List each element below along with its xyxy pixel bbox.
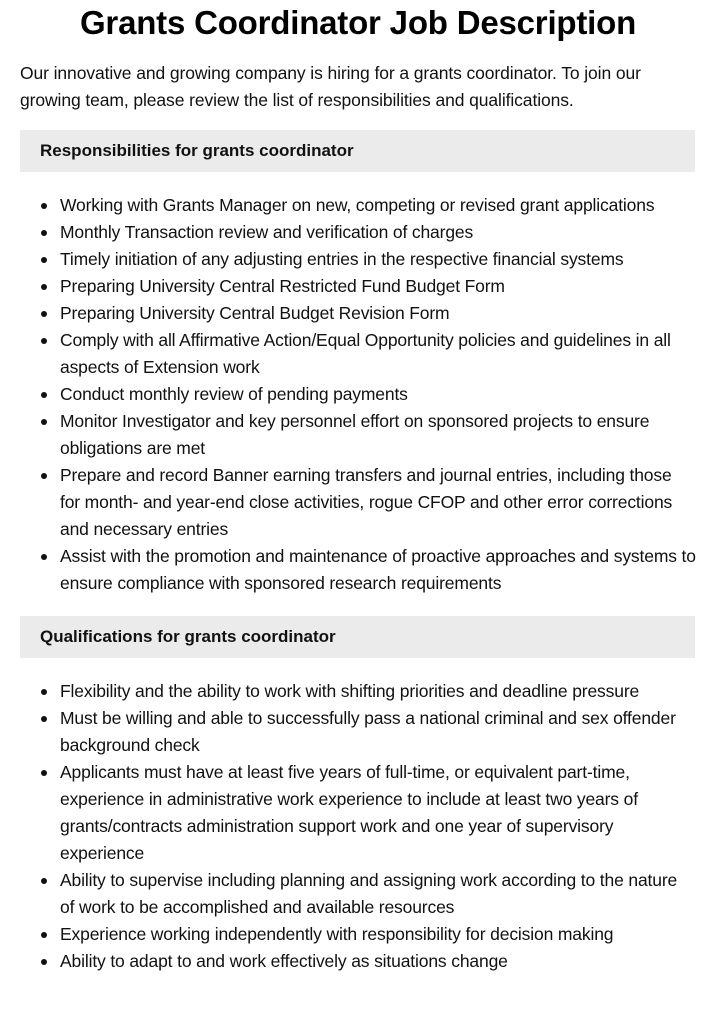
bullet-icon: [41, 419, 47, 425]
qualifications-heading: Qualifications for grants coordinator: [20, 616, 695, 658]
list-item: [20, 543, 696, 597]
list-item-text: Applicants must have at least five years of full-time, or equivalent part-time, experience in administrative work experience to include at least two years of grants/contracts administration support work and one year of supervisory experience: [60, 762, 638, 863]
list-item-text: Must be willing and able to successfully pass a national criminal and sex offender background check: [60, 708, 676, 755]
list-item-text: Monitor Investigator and key personnel effort on sponsored projects to ensure obligations are met: [60, 411, 650, 458]
bullet-icon: [41, 230, 47, 236]
list-item: [20, 219, 696, 246]
list-item: [20, 246, 696, 273]
list-item-text: Ability to supervise including planning and assigning work according to the nature of work to be accomplished and available resources: [60, 870, 678, 917]
list-item-text: Preparing University Central Restricted Fund Budget Form: [60, 276, 505, 296]
bullet-icon: [41, 338, 47, 344]
list-item: [20, 192, 696, 219]
bullet-icon: [41, 716, 47, 722]
responsibilities-heading: Responsibilities for grants coordinator: [20, 130, 695, 172]
list-item: [20, 678, 696, 705]
bullet-icon: [41, 689, 47, 695]
list-item-text: Monthly Transaction review and verification of charges: [60, 222, 474, 242]
list-item: [20, 408, 696, 462]
list-item: [20, 300, 696, 327]
list-item-text: Assist with the promotion and maintenance of proactive approaches and systems to ensure compliance with sponsored research requirements: [60, 546, 696, 593]
list-item-text: Conduct monthly review of pending payments: [60, 384, 408, 404]
list-item-text: Experience working independently with responsibility for decision making: [60, 924, 614, 944]
list-item: [20, 948, 696, 975]
list-item-text: Preparing University Central Budget Revision Form: [60, 303, 450, 323]
list-item: [20, 327, 696, 381]
list-item: [20, 381, 696, 408]
list-item-text: Timely initiation of any adjusting entries in the respective financial systems: [60, 249, 624, 269]
list-item: [20, 867, 696, 921]
responsibilities-list: [20, 192, 696, 597]
list-item-text: Flexibility and the ability to work with shifting priorities and deadline pressure: [60, 681, 640, 701]
list-item-text: Prepare and record Banner earning transfers and journal entries, including those for month- and year-end close activities, rogue CFOP and other error corrections and necessary entries: [60, 465, 673, 539]
list-item-text: Working with Grants Manager on new, competing or revised grant applications: [60, 195, 655, 215]
bullet-icon: [41, 878, 47, 884]
bullet-icon: [41, 392, 47, 398]
page-title: Grants Coordinator Job Description: [79, 4, 637, 41]
bullet-icon: [41, 959, 47, 965]
bullet-icon: [41, 284, 47, 290]
bullet-icon: [41, 203, 47, 209]
bullet-icon: [41, 554, 47, 560]
list-item: [20, 759, 696, 867]
bullet-icon: [41, 473, 47, 479]
bullet-icon: [41, 932, 47, 938]
bullet-icon: [41, 311, 47, 317]
list-item: [20, 462, 696, 543]
list-item-text: Ability to adapt to and work effectively as situations change: [60, 951, 508, 971]
qualifications-list: [20, 678, 696, 975]
intro-paragraph: Our innovative and growing company is hiring for a grants coordinator. To join our growing team, please review the list of responsibilities and qualifications.: [20, 63, 641, 110]
list-item: [20, 921, 696, 948]
list-item: [20, 273, 696, 300]
list-item-text: Comply with all Affirmative Action/Equal Opportunity policies and guidelines in all aspects of Extension work: [60, 330, 671, 377]
job-description-page: [20, 0, 696, 975]
bullet-icon: [41, 257, 47, 263]
bullet-icon: [41, 770, 47, 776]
list-item: [20, 705, 696, 759]
